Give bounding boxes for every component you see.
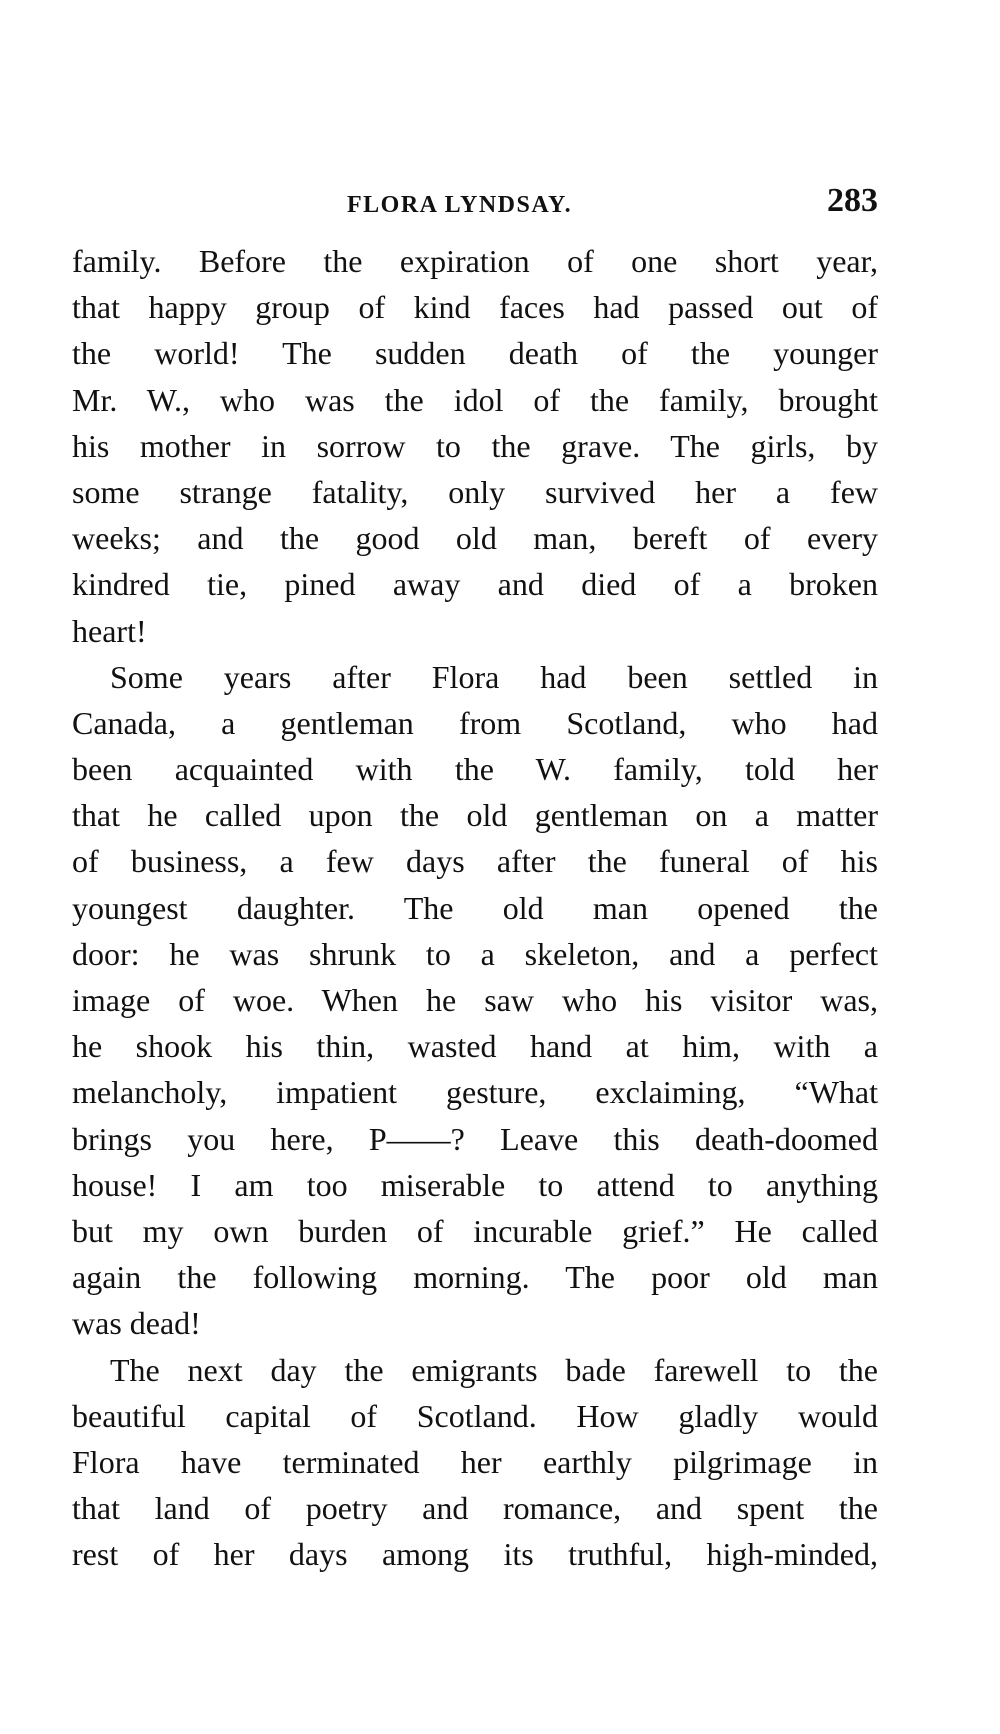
- text-line: Flora have terminated her earthly pilgrimage in: [72, 1443, 878, 1480]
- text-line: that happy group of kind faces had passed out of: [72, 289, 878, 326]
- text-line: Canada, a gentleman from Scotland, who had: [72, 704, 878, 741]
- text-line: was dead!: [72, 1305, 201, 1342]
- text-line: Mr. W., who was the idol of the family, brought: [72, 381, 878, 418]
- text-line: some strange fatality, only survived her a few: [72, 473, 878, 510]
- text-line: image of woe. When he saw who his visitor was,: [72, 982, 878, 1018]
- text-line: house! I am too miserable to attend to anything: [72, 1166, 878, 1203]
- page-header: [72, 182, 878, 232]
- text-line: rest of her days among its truthful, high-minded,: [72, 1536, 878, 1573]
- text-line: weeks; and the good old man, bereft of every: [72, 520, 878, 557]
- text-line: youngest daughter. The old man opened the: [72, 889, 878, 926]
- text-line: his mother in sorrow to the grave. The girls, by: [72, 427, 878, 464]
- text-line: that land of poetry and romance, and spent the: [72, 1490, 878, 1527]
- text-line: of business, a few days after the funeral of his: [72, 843, 878, 880]
- text-line: melancholy, impatient gesture, exclaiming, “What: [72, 1074, 878, 1111]
- text-line: kindred tie, pined away and died of a broken: [72, 566, 878, 603]
- body-text: [72, 238, 878, 1577]
- running-title: FLORA LYNDSAY.: [347, 192, 573, 218]
- text-line: but my own burden of incurable grief.” He called: [72, 1212, 878, 1249]
- text-line: been acquainted with the W. family, told her: [72, 751, 878, 788]
- text-line: Some years after Flora had been settled in: [110, 658, 878, 695]
- text-line: heart!: [72, 612, 147, 649]
- text-line: family. Before the expiration of one short year,: [72, 243, 878, 279]
- page-number: 283: [827, 182, 878, 219]
- text-line: that he called upon the old gentleman on a matter: [72, 797, 878, 834]
- text-line: brings you here, P——? Leave this death-doomed: [72, 1120, 878, 1157]
- text-line: door: he was shrunk to a skeleton, and a perfect: [72, 935, 878, 972]
- text-line: again the following morning. The poor old man: [72, 1259, 878, 1296]
- text-line: The next day the emigrants bade farewell to the: [110, 1351, 878, 1388]
- text-line: the world! The sudden death of the younger: [72, 335, 878, 372]
- text-line: beautiful capital of Scotland. How gladly would: [72, 1397, 878, 1434]
- text-line: he shook his thin, wasted hand at him, with a: [72, 1028, 878, 1065]
